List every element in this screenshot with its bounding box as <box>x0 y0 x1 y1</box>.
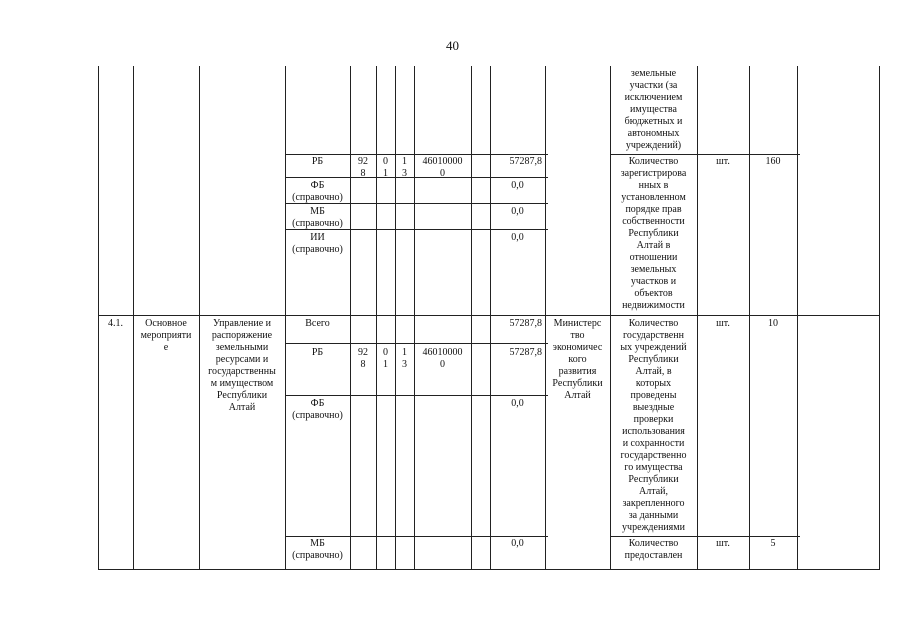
indicator-value: 160 <box>765 156 781 167</box>
budget-code-pr: 1 3 <box>402 156 407 179</box>
indicator-value: 5 <box>770 538 776 549</box>
budget-code-csr: 46010000 0 <box>422 347 463 370</box>
indicator-value: 10 <box>768 318 778 329</box>
event-name: Управление и распоряжение земельными ресурсами и государственны м имуществом Республики Алтай <box>208 318 276 413</box>
row-line <box>285 395 548 396</box>
event-number: 4.1. <box>108 318 123 329</box>
column-divider <box>471 66 472 570</box>
funding-source: МБ (справочно) <box>292 538 343 561</box>
funding-source: ФБ (справочно) <box>292 398 343 421</box>
indicator-unit: шт. <box>716 538 730 549</box>
table-border-bottom <box>98 569 879 570</box>
column-divider <box>395 66 396 570</box>
row-line <box>285 536 548 537</box>
funding-source: РБ <box>311 156 324 167</box>
row-line <box>285 154 548 155</box>
budget-code-pr: 1 3 <box>402 347 407 370</box>
budget-code-csr: 46010000 0 <box>422 156 463 179</box>
column-divider <box>797 66 798 570</box>
amount: 0,0 <box>511 206 524 217</box>
budget-code-gr: 92 8 <box>358 347 368 370</box>
page-number: 40 <box>446 38 459 53</box>
amount: 57287,8 <box>509 156 542 167</box>
row-line <box>285 343 548 344</box>
column-divider <box>350 66 351 570</box>
row-line <box>610 154 800 155</box>
budget-code-rz: 0 1 <box>383 347 388 370</box>
funding-source: ИИ (справочно) <box>292 232 343 255</box>
indicator-text: Количество зарегистрирова нных в установленном порядке прав собственности Республики Алтай в отношении земельных участков и объектов недвижимости <box>620 156 687 311</box>
amount: 0,0 <box>511 180 524 191</box>
event-type: Основное мероприяти е <box>140 318 192 353</box>
indicator-text: земельные участки (за исключением имущества бюджетных и автономных учреждений) <box>624 68 683 151</box>
amount: 0,0 <box>511 538 524 549</box>
indicator-text: Количество государственн ых учреждений Республики Алтай, в которых проведены выездные проверки использования и сохранности государственно го имущества Республики Алтай, закрепленного за данными учреждениями <box>620 318 687 533</box>
amount: 57287,8 <box>509 347 542 358</box>
funding-source: Всего <box>305 318 330 329</box>
indicator-unit: шт. <box>716 156 730 167</box>
indicator-unit: шт. <box>716 318 730 329</box>
budget-code-rz: 0 1 <box>383 156 388 179</box>
row-line <box>610 536 800 537</box>
amount: 57287,8 <box>509 318 542 329</box>
row-line <box>98 315 879 316</box>
funding-source: ФБ (справочно) <box>292 180 343 203</box>
funding-source: РБ <box>311 347 324 358</box>
column-divider <box>376 66 377 570</box>
column-divider <box>414 66 415 570</box>
amount: 0,0 <box>511 232 524 243</box>
amount: 0,0 <box>511 398 524 409</box>
indicator-text: Количество предоставлен <box>624 538 683 561</box>
table-border-right <box>879 66 880 570</box>
budget-code-gr: 92 8 <box>358 156 368 179</box>
funding-source: МБ (справочно) <box>292 206 343 229</box>
event-executor: Министерс тво экономичес кого развития Республики Алтай <box>552 318 603 401</box>
